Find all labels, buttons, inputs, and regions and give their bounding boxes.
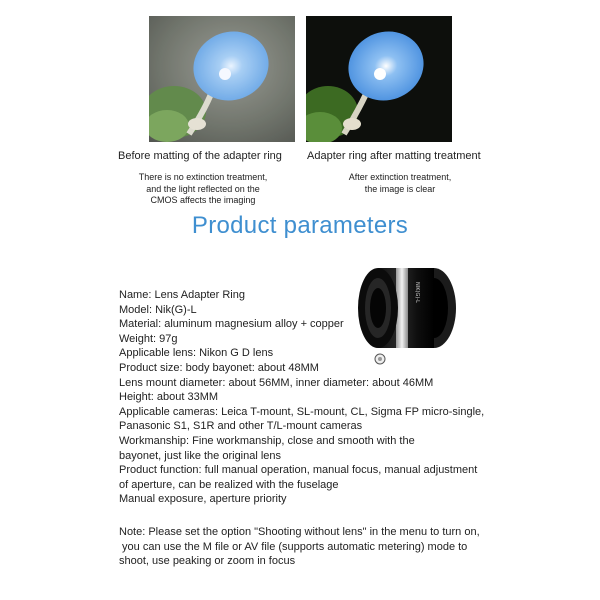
note-line: Note: Please set the option "Shooting without lens" in the menu to turn on, bbox=[119, 526, 480, 538]
product-parameters-list bbox=[119, 288, 484, 507]
note-after-line: the image is clear bbox=[364, 183, 436, 194]
param-line: Applicable lens: Nikon G D lens bbox=[119, 347, 274, 360]
svg-text:NIK(G)-L: NIK(G)-L bbox=[414, 282, 420, 303]
note-line: you can use the M file or AV file (supports automatic metering) mode to bbox=[119, 540, 468, 553]
param-line: Workmanship: Fine workmanship, close and smooth with the bbox=[119, 434, 415, 447]
usage-note bbox=[119, 525, 480, 569]
param-line: Height: about 33MM bbox=[119, 391, 219, 404]
param-line: Lens mount diameter: about 56MM, inner diameter: about 46MM bbox=[119, 376, 434, 389]
param-line: Weight: 97g bbox=[119, 332, 178, 345]
param-line: Panasonic S1, S1R and other T/L-mount cameras bbox=[119, 420, 363, 433]
note-line: shoot, use peaking or zoom in focus bbox=[119, 555, 296, 568]
note-after-line: After extinction treatment, bbox=[348, 172, 452, 182]
caption-before: Before matting of the adapter ring bbox=[118, 150, 282, 162]
section-title: Product parameters bbox=[191, 212, 409, 239]
param-line: bayonet, just like the original lens bbox=[119, 449, 282, 462]
param-line: Manual exposure, aperture priority bbox=[119, 493, 287, 506]
param-line: Applicable cameras: Leica T-mount, SL-mount, CL, Sigma FP micro-single, bbox=[119, 405, 485, 418]
note-before bbox=[128, 172, 278, 207]
param-line: of aperture, can be realized with the fuselage bbox=[119, 478, 339, 491]
param-line: Name: Lens Adapter Ring bbox=[119, 289, 245, 301]
param-line: Product function: full manual operation, manual focus, manual adjustment bbox=[119, 464, 478, 477]
note-before-line: and the light reflected on the bbox=[146, 183, 260, 194]
note-after bbox=[325, 172, 475, 195]
photo-after-matting bbox=[306, 16, 452, 142]
param-line: Product size: body bayonet: about 48MM bbox=[119, 361, 319, 374]
param-line: Model: Nik(G)-L bbox=[119, 303, 197, 316]
caption-after: Adapter ring after matting treatment bbox=[307, 150, 481, 162]
note-before-line: CMOS affects the imaging bbox=[150, 195, 256, 205]
photo-before-matting bbox=[149, 16, 295, 142]
param-line: Material: aluminum magnesium alloy + copper bbox=[119, 318, 344, 331]
note-before-line: There is no extinction treatment, bbox=[138, 172, 268, 182]
